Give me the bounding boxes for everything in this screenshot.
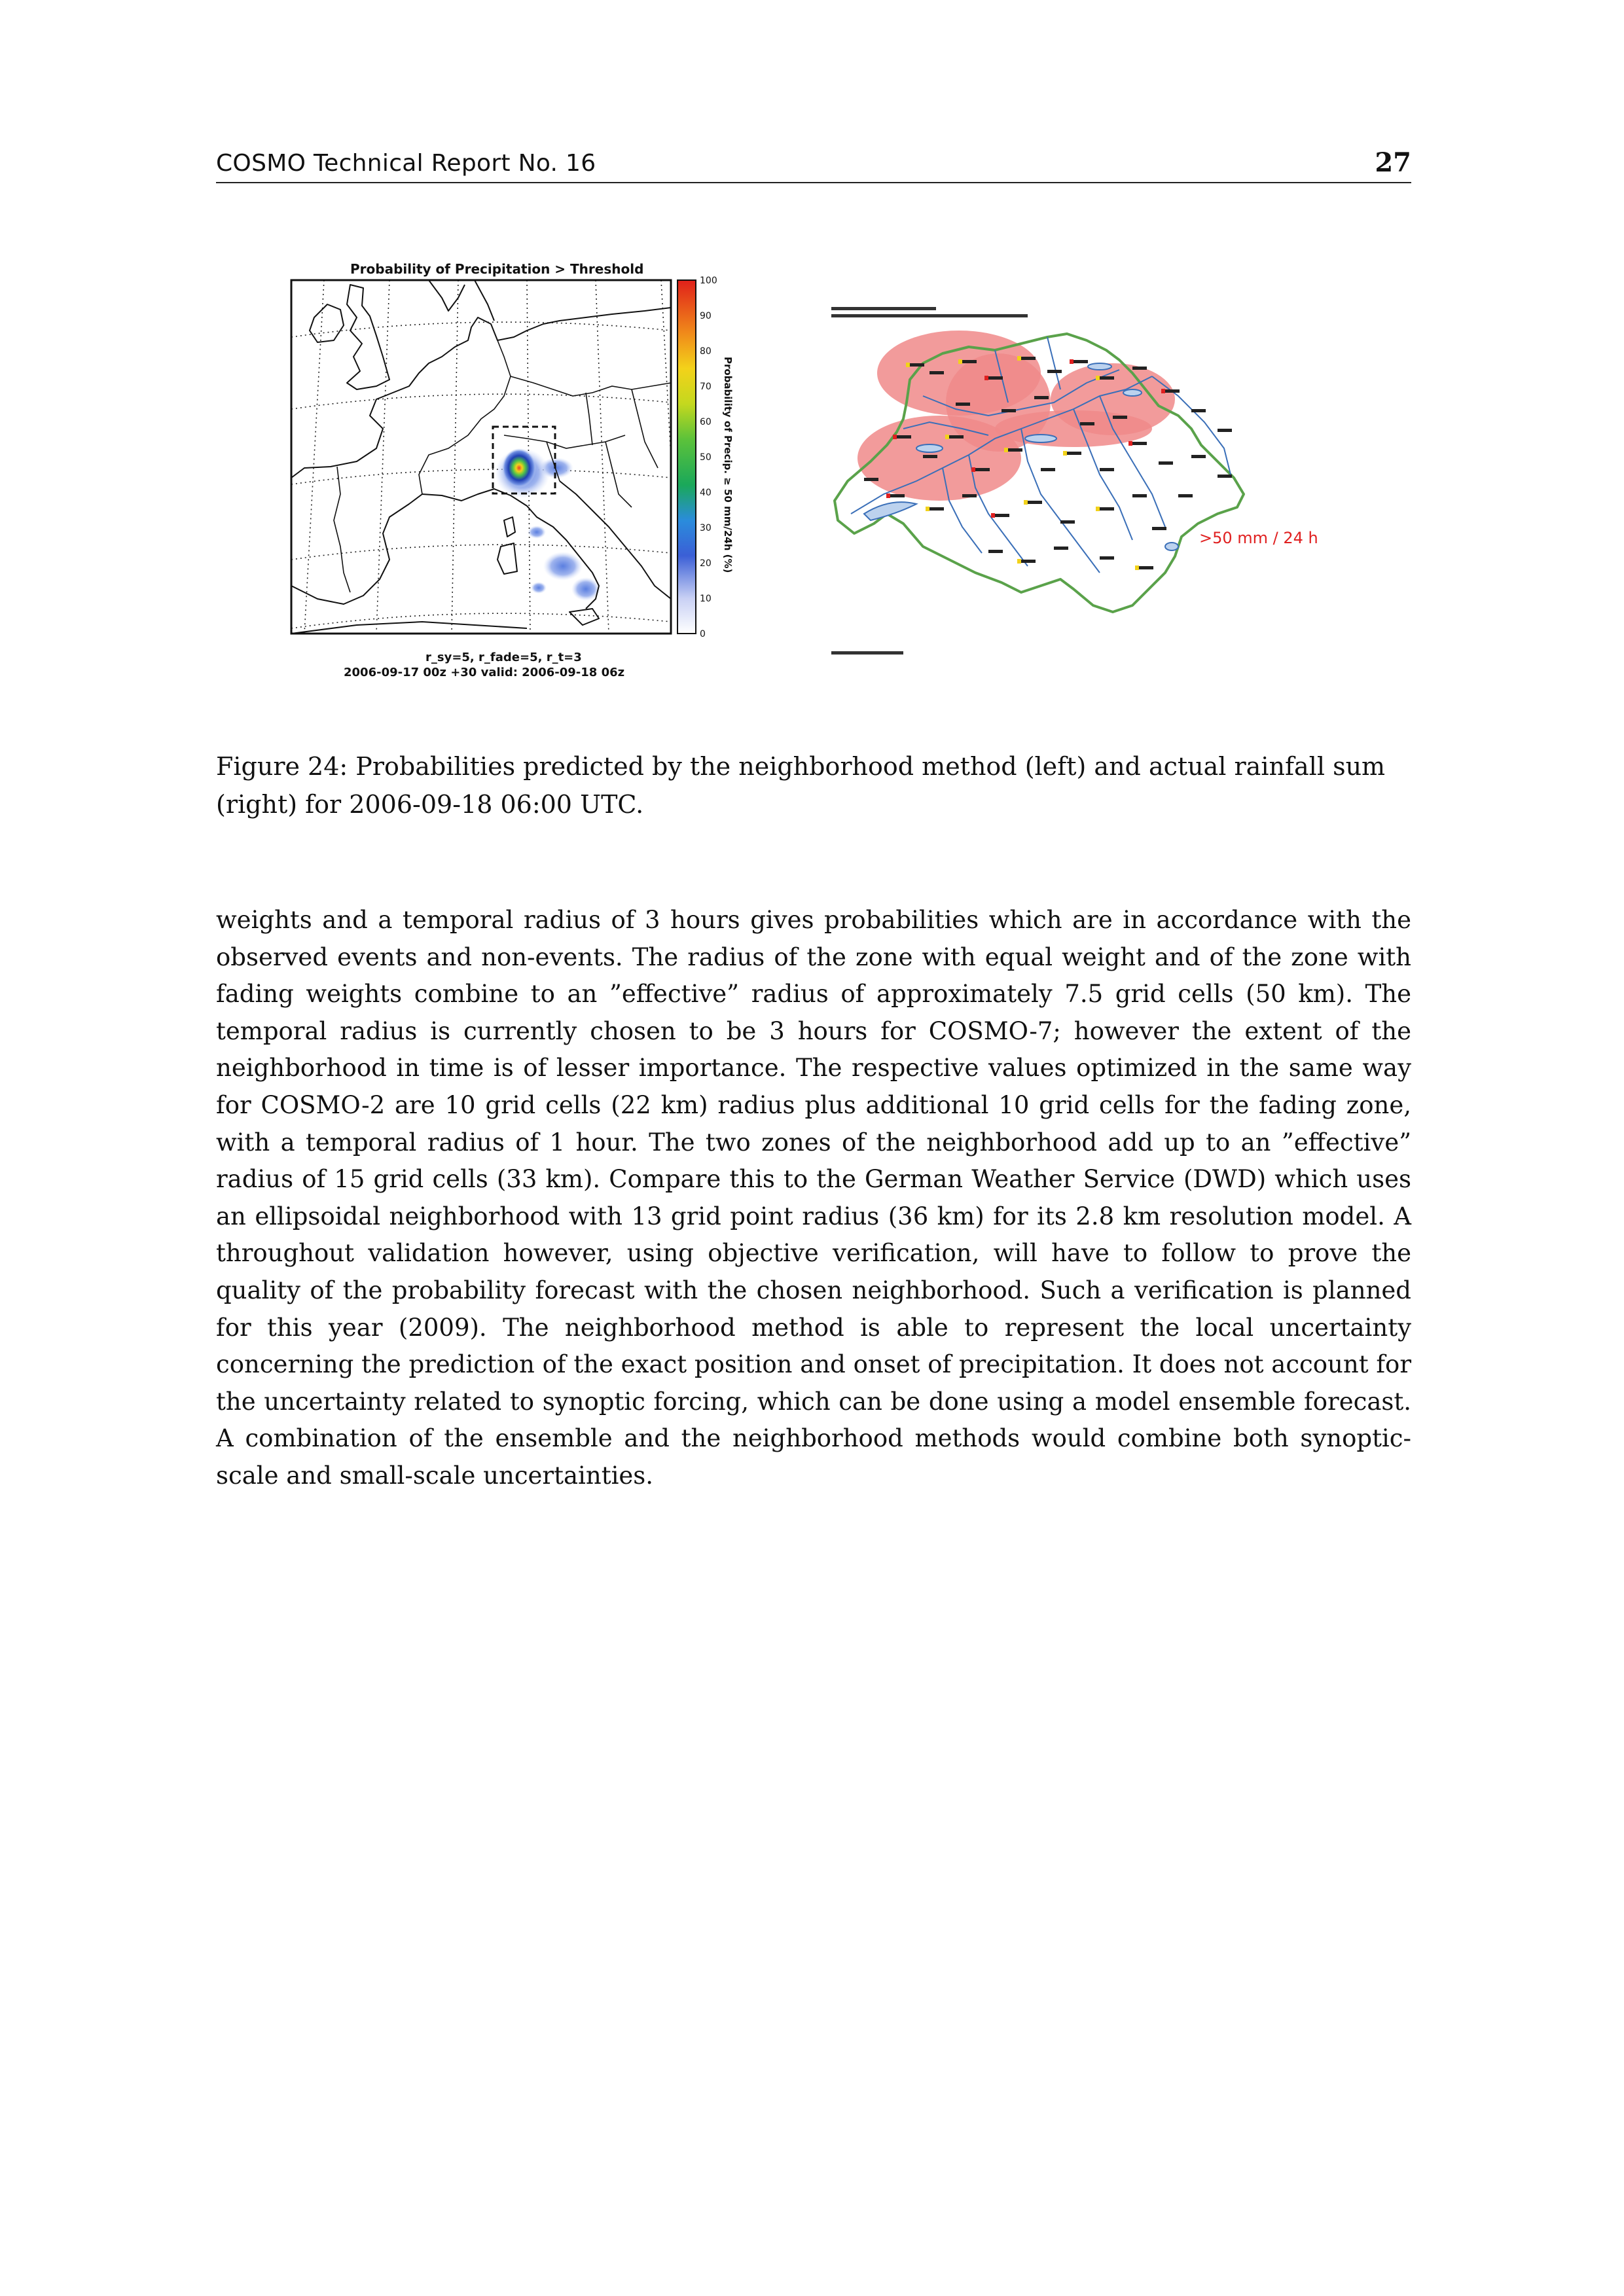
cbar-tick: 10 (700, 594, 712, 604)
cbar-tick: 80 (700, 346, 712, 357)
probability-map-figure (278, 259, 789, 700)
colorbar (677, 280, 696, 634)
header-mark (831, 307, 936, 310)
figure-caption: Figure 24: Probabilities predicted by the neighborhood method (left) and actual rainfall sum (right) for 2006-09-18 06:00 UTC. (216, 752, 1386, 819)
cbar-tick: 100 (700, 276, 717, 286)
page-number: 27 (1375, 147, 1411, 178)
probability-map (278, 259, 789, 700)
header-mark (831, 314, 1028, 317)
cbar-tick: 50 (700, 452, 712, 463)
report-title: COSMO Technical Report No. 16 (216, 150, 596, 177)
cbar-tick: 70 (700, 382, 712, 392)
cbar-tick: 40 (700, 488, 712, 498)
rainfall-map (825, 298, 1322, 671)
cbar-tick: 90 (700, 311, 712, 321)
map-title: Probability of Precipitation > Threshold (350, 261, 644, 277)
body-paragraph: weights and a temporal radius of 3 hours gives probabilities which are in accordance with the observed events and non-events. The radius of the zone with equal weight and of the zone with fading weights combine to an ”effective” radius of approximately 7.5 grid cells (50 km). The temporal radius is currently chosen to be 3 hours for COSMO-7; however the extent of the neighborhood in time is of lesser importance. The respective values optimized in the same way for COSMO-2 are 10 grid cells (22 km) radius plus additional 10 grid cells for the fading zone, with a temporal radius of 1 hour. The two zones of the neighborhood add up to an ”effective” radius of 15 grid cells (33 km). Compare this to the German Weather Service (DWD) which uses an ellipsoidal neighborhood with 13 grid point radius (36 km) for its 2.8 km resolution model. A throughout validation however, using objective verification, will have to follow to prove the quality of the probability forecast with the chosen neighborhood. Such a verification is planned for this year (2009). The neighborhood method is able to represent the local uncertainty concerning the prediction of the exact position and onset of precipitation. It does not account for the uncertainty related to synoptic forcing, which can be done using a model ensemble forecast. A combination of the ensemble and the neighborhood methods would combine both synoptic-scale and small-scale uncertainties. (216, 906, 1411, 1490)
footer-mark (831, 651, 903, 655)
observed-rainfall-figure (825, 298, 1322, 671)
running-header (216, 143, 1411, 182)
colorbar-ticks (700, 276, 717, 639)
threshold-label: >50 mm / 24 h (1199, 529, 1318, 547)
cbar-tick: 0 (700, 629, 706, 639)
colorbar-title: Probability of Precip. ≥ 50 mm/24h (%) (722, 357, 734, 573)
cbar-tick: 60 (700, 417, 712, 427)
neighborhood-params: r_sy=5, r_fade=5, r_t=3 (425, 651, 582, 664)
forecast-timestamp: 2006-09-17 00z +30 valid: 2006-09-18 06z (344, 666, 625, 679)
cbar-tick: 30 (700, 523, 712, 533)
cbar-tick: 20 (700, 558, 712, 569)
map-area (291, 280, 681, 634)
header-rule (216, 182, 1411, 183)
